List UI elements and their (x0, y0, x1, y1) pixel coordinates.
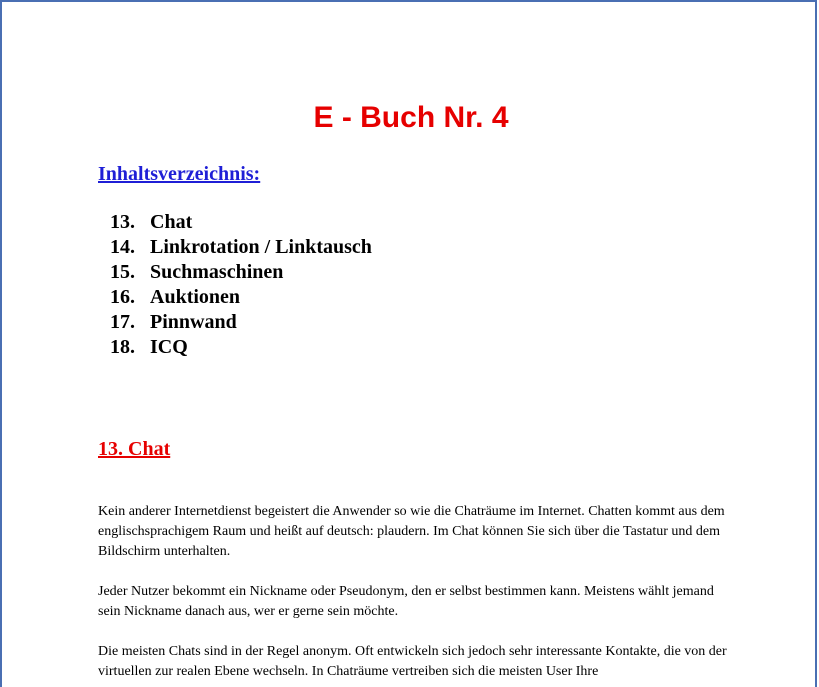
toc-item-number: 17. (110, 311, 135, 333)
toc-item-number: 15. (110, 261, 135, 283)
body-paragraph: Jeder Nutzer bekommt ein Nickname oder Pseudonym, den er selbst bestimmen kann. Meistens wählt jemand sein Nickname danach aus, wer er gerne sein möchte. (98, 584, 714, 619)
body-paragraph: Kein anderer Internetdienst begeistert die Anwender so wie die Chaträume im Internet. Chatten kommt aus dem englischsprachigem Raum und heißt auf deutsch: plaudern. Im Chat können Sie sich über die Tastatur und dem Bildschirm unterhalten. (98, 504, 725, 559)
toc-item-number: 13. (110, 211, 135, 233)
section-heading: 13. Chat (98, 438, 171, 460)
toc-list (110, 210, 372, 360)
toc-item-label: ICQ (150, 336, 188, 358)
toc-item-label: Suchmaschinen (150, 261, 284, 283)
toc-item-label: Linkrotation / Linktausch (150, 236, 372, 258)
toc-item (110, 285, 372, 310)
toc-item (110, 260, 372, 285)
toc-item (110, 335, 372, 360)
toc-heading: Inhaltsverzeichnis: (98, 163, 261, 185)
toc-item (110, 210, 372, 235)
toc-item (110, 235, 372, 260)
body-paragraph: Die meisten Chats sind in der Regel anonym. Oft entwickeln sich jedoch sehr interessante Kontakte, die von der virtuellen zur realen Ebene wechseln. In Chaträume vertreiben sich die meisten User Ihre (98, 644, 727, 679)
toc-item-number: 16. (110, 286, 135, 308)
toc-item-label: Pinnwand (150, 311, 237, 333)
toc-item (110, 310, 372, 335)
toc-item-number: 14. (110, 236, 135, 258)
document-title: E - Buch Nr. 4 (313, 101, 509, 134)
toc-item-label: Auktionen (150, 286, 241, 308)
toc-item-number: 18. (110, 336, 135, 358)
toc-item-label: Chat (150, 211, 193, 233)
